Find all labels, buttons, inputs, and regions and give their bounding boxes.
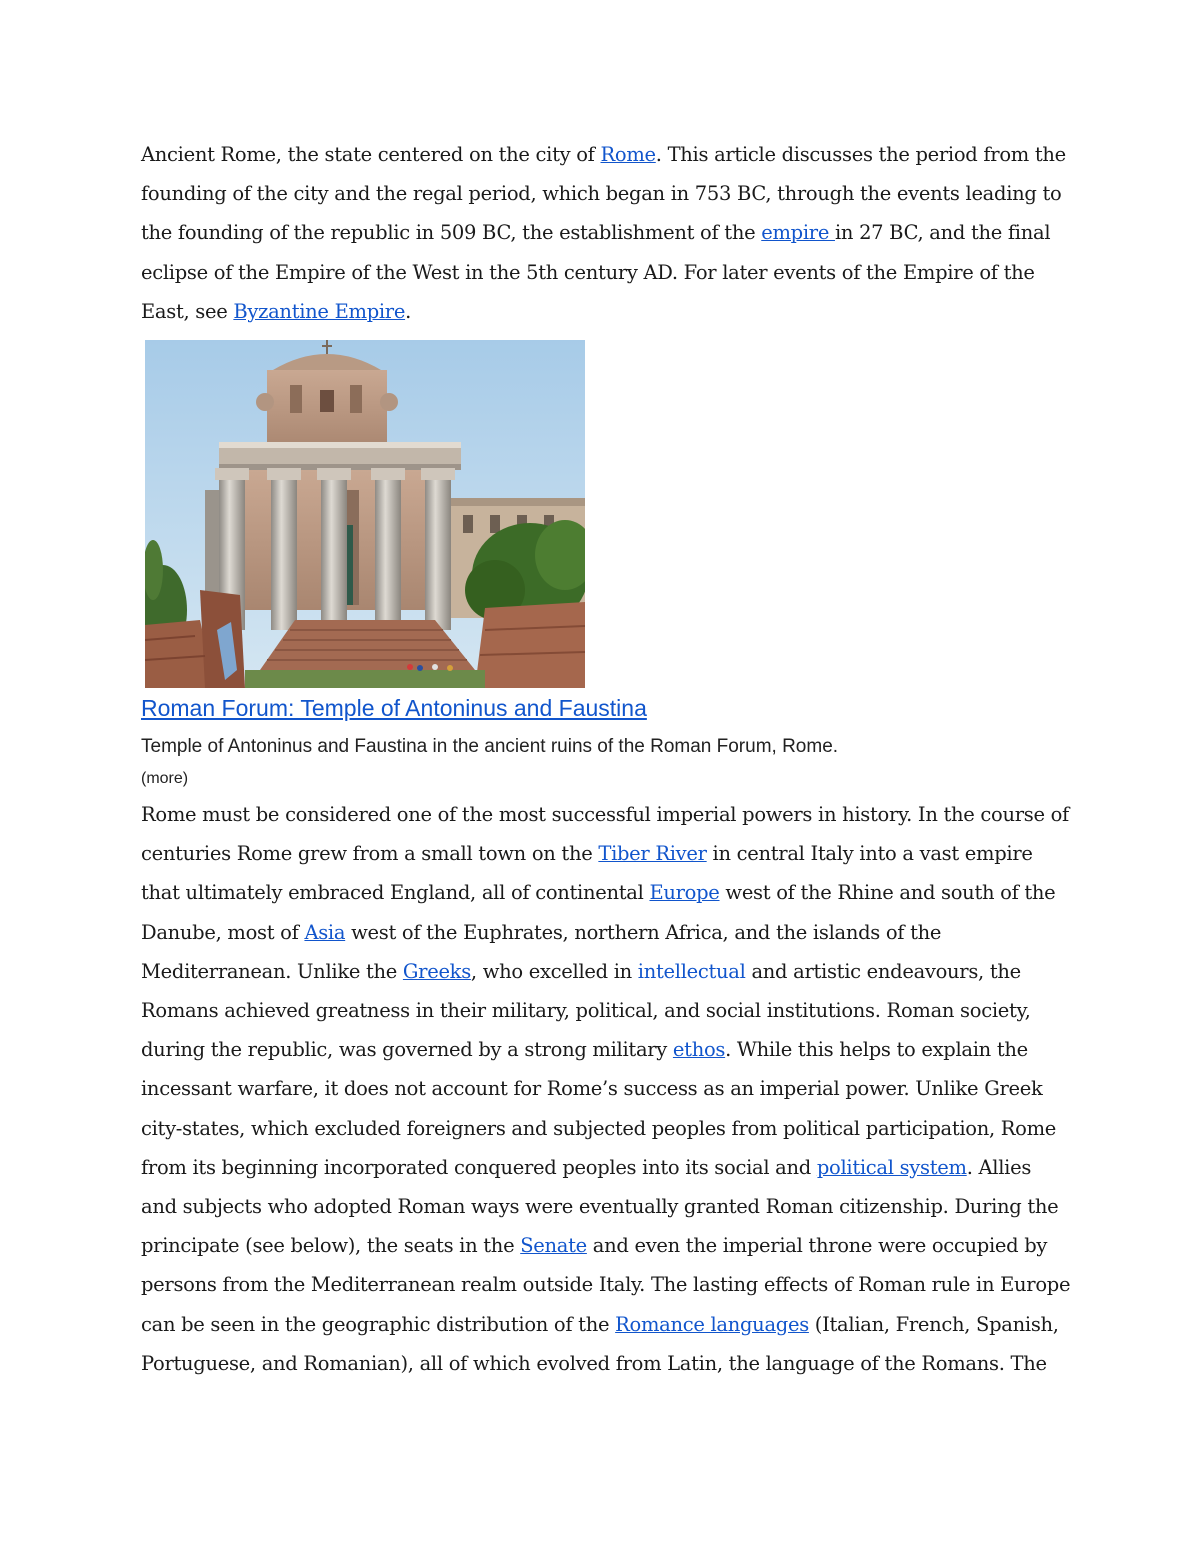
intro-text: .: [405, 299, 411, 323]
temple-photo[interactable]: [145, 340, 585, 688]
figure-description: Temple of Antoninus and Faustina in the ancient ruins of the Roman Forum, Rome.: [141, 736, 839, 757]
body-text: and artistic endeavours, the Romans achieved greatness in their military, political, and social institutions. Roman society, during the republic, was governed by a strong military: [141, 959, 1031, 1062]
intro-text: in 27 BC, and the final eclipse of the Empire of the West in the 5th century AD. For later events of the Empire of the East, see: [141, 221, 1051, 323]
intro-text: . This article discusses the period from the founding of the city and the regal period, which began in 753 BC, through the events leading to the founding of the republic in 509 BC, the establishment of the: [141, 143, 1066, 245]
ethos-link[interactable]: ethos: [672, 1038, 726, 1062]
body-paragraph: [141, 795, 1071, 1383]
political-system-link[interactable]: political system: [816, 1155, 967, 1179]
byzantine-empire-link[interactable]: Byzantine Empire: [233, 299, 406, 323]
body-text: west of the Rhine and south of the Danube, most of: [141, 881, 1056, 944]
body-text: . Allies and subjects who adopted Roman ways were eventually granted Roman citizenship. During the principate (see below), the seats in the: [141, 1155, 1059, 1258]
intro-text: Ancient Rome, the state centered on the city of: [141, 143, 601, 166]
body-text: Rome must be considered one of the most successful imperial powers in history. In the course of centuries Rome grew from a small town on the: [141, 803, 1069, 866]
body-text: west of the Euphrates, northern Africa, and the islands of the Mediterranean. Unlike the: [141, 920, 942, 983]
asia-link[interactable]: Asia: [304, 920, 346, 944]
temple-photo-drawing: [145, 340, 585, 688]
body-text: . While this helps to explain the incessant warfare, it does not account for Rome’s success as an imperial power. Unlike Greek city-states, which excluded foreigners and subjected peoples from political participation, Rome from its beginning incorporated conquered peoples into its social and: [141, 1038, 1057, 1179]
body-text: , who excelled in: [470, 959, 638, 983]
intro-paragraph: [141, 135, 1071, 331]
body-text: (Italian, French, Spanish, Portuguese, and Romanian), all of which evolved from Latin, the language of the Romans. The: [141, 1312, 1059, 1375]
romance-languages-link[interactable]: Romance languages: [615, 1312, 809, 1336]
figure-more-link[interactable]: (more): [141, 770, 189, 787]
body-text: in central Italy into a vast empire that ultimately embraced England, all of continental: [141, 842, 1033, 905]
europe-link[interactable]: Europe: [649, 881, 720, 905]
intellectual-link[interactable]: intellectual: [637, 959, 746, 983]
tiber-river-link[interactable]: Tiber River: [598, 842, 707, 866]
greeks-link[interactable]: Greeks: [402, 959, 471, 983]
body-text: and even the imperial throne were occupied by persons from the Mediterranean realm outside Italy. The lasting effects of Roman rule in Europe can be seen in the geographic distribution of the: [141, 1234, 1071, 1336]
empire-link[interactable]: empire: [761, 221, 835, 245]
rome-link[interactable]: Rome: [600, 143, 656, 166]
figure-title-link[interactable]: Roman Forum: Temple of Antoninus and Faustina: [141, 695, 647, 721]
senate-link[interactable]: Senate: [520, 1234, 587, 1258]
